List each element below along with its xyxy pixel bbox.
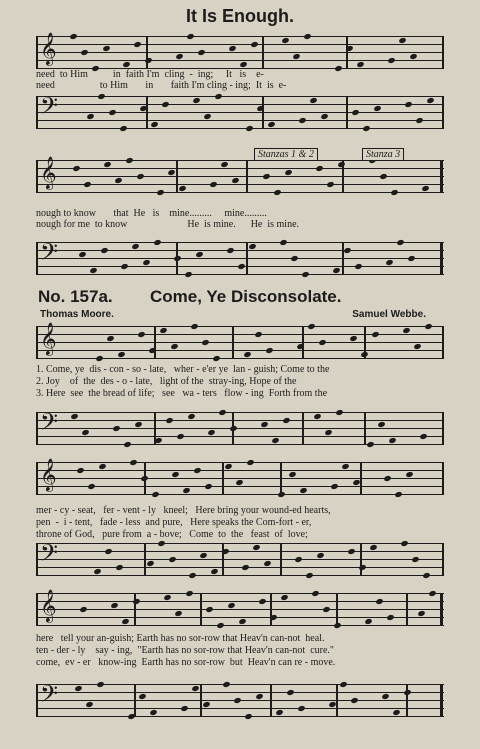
verse-line: 3. Here see the bread of life; see wa - ters flow - ing Forth from the (36, 388, 328, 399)
notehead (366, 441, 374, 448)
notehead (279, 239, 287, 246)
bass-clef-icon: 𝄢 (40, 410, 59, 441)
notehead (265, 347, 273, 354)
notehead (106, 335, 114, 342)
notehead (133, 41, 141, 48)
notehead (388, 437, 396, 444)
bass-clef-icon: 𝄢 (40, 541, 59, 572)
notehead (72, 165, 80, 172)
notehead (239, 61, 247, 68)
notehead (83, 181, 91, 188)
notehead (320, 113, 328, 120)
notehead (326, 181, 334, 188)
notehead (231, 177, 239, 184)
notehead (400, 540, 408, 547)
notehead (87, 483, 95, 490)
notehead (186, 33, 194, 40)
notehead (339, 681, 347, 688)
notehead (227, 602, 235, 609)
notehead (413, 343, 421, 350)
notehead (294, 556, 302, 563)
verse-line: here tell your an-guish; Earth has no sor-row that Heav'n can-not heal. (36, 633, 325, 644)
lyric-line: need to Him in faith I'm cling - ing; It is e- (36, 69, 264, 80)
notehead (203, 113, 211, 120)
notehead (151, 491, 159, 498)
notehead (364, 618, 372, 625)
verse-line: 1. Come, ye dis - con - so - late, wher - e'er ye lan - guish; Come to the (36, 364, 330, 375)
notehead (311, 590, 319, 597)
notehead (415, 117, 423, 124)
notehead (248, 243, 256, 250)
bass-clef-icon: 𝄢 (40, 94, 59, 125)
bass-clef-icon: 𝄢 (40, 682, 59, 713)
notehead (85, 701, 93, 708)
notehead (199, 552, 207, 559)
treble-clef-icon: 𝄞 (40, 34, 57, 65)
notehead (76, 467, 84, 474)
notehead (271, 437, 279, 444)
notehead (298, 117, 306, 124)
notehead (392, 709, 400, 716)
notehead (337, 161, 345, 168)
notehead (426, 97, 434, 104)
notehead (216, 622, 224, 629)
notehead (280, 594, 288, 601)
notehead (286, 689, 294, 696)
notehead (229, 425, 237, 432)
notehead (307, 323, 315, 330)
notehead (156, 189, 164, 196)
notehead (324, 429, 332, 436)
notehead (252, 544, 260, 551)
notehead (121, 618, 129, 625)
notehead (146, 560, 154, 567)
notehead (303, 33, 311, 40)
notehead (284, 169, 292, 176)
notehead (292, 53, 300, 60)
notehead (79, 606, 87, 613)
notehead (95, 355, 103, 362)
notehead (175, 53, 183, 60)
notehead (207, 429, 215, 436)
lyric-line: nough for me to know He is mine. He is mine. (36, 219, 300, 230)
notehead (165, 417, 173, 424)
notehead (187, 413, 195, 420)
staff-treble-1 (36, 36, 444, 70)
bass-clef-icon: 𝄢 (40, 240, 59, 271)
notehead (369, 544, 377, 551)
notehead (114, 177, 122, 184)
notehead (394, 491, 402, 498)
staff-bass-4 (36, 543, 444, 577)
notehead (103, 161, 111, 168)
lyric-line: nough to know that He is mine......... mine......... (36, 208, 267, 219)
notehead (228, 45, 236, 52)
notehead (360, 351, 368, 358)
notehead (379, 173, 387, 180)
notehead (387, 57, 395, 64)
notehead (396, 239, 404, 246)
hymn-title-top: It Is Enough. (186, 6, 294, 26)
notehead (96, 681, 104, 688)
treble-clef-icon: 𝄞 (40, 591, 57, 622)
notehead (407, 255, 415, 262)
hymn-number: No. 157a. (38, 287, 113, 306)
notehead (385, 259, 393, 266)
notehead (301, 271, 309, 278)
notehead (238, 618, 246, 625)
notehead (129, 459, 137, 466)
verse-line: pen - i - tent, fade - less and pure, Here speaks the Com-fort - er, (36, 517, 312, 528)
notehead (125, 157, 133, 164)
staff-treble-3 (36, 326, 444, 360)
notehead (93, 568, 101, 575)
notehead (184, 271, 192, 278)
notehead (332, 267, 340, 274)
notehead (411, 556, 419, 563)
author-credit: Thomas Moore. (40, 309, 114, 320)
notehead (218, 409, 226, 416)
notehead (316, 552, 324, 559)
notehead (81, 429, 89, 436)
notehead (201, 339, 209, 346)
notehead (98, 463, 106, 470)
notehead (144, 57, 152, 64)
notehead (246, 459, 254, 466)
notehead (142, 259, 150, 266)
notehead (108, 109, 116, 116)
notehead (269, 614, 277, 621)
notehead (127, 713, 135, 720)
staff-bass-1 (36, 96, 444, 130)
notehead (341, 463, 349, 470)
notehead (309, 97, 317, 104)
notehead (204, 483, 212, 490)
notehead (383, 475, 391, 482)
verse-line: throne of God, pure from a - bove; Come to the feast of love; (36, 529, 308, 540)
notehead (347, 548, 355, 555)
notehead (210, 568, 218, 575)
notehead (178, 185, 186, 192)
notehead (112, 425, 120, 432)
notehead (74, 685, 82, 692)
notehead (233, 697, 241, 704)
notehead (273, 189, 281, 196)
notehead (377, 421, 385, 428)
notehead (102, 45, 110, 52)
notehead (419, 433, 427, 440)
staff-treble-2 (36, 160, 444, 194)
notehead (100, 247, 108, 254)
notehead (221, 548, 229, 555)
staff-bass-3 (36, 412, 444, 446)
notehead (123, 441, 131, 448)
notehead (149, 709, 157, 716)
notehead (313, 413, 321, 420)
notehead (277, 491, 285, 498)
verse-line: come, ev - er know-ing Earth has no sor-row but Heav'n can re - move. (36, 657, 336, 668)
notehead (345, 45, 353, 52)
notehead (405, 471, 413, 478)
notehead (386, 614, 394, 621)
notehead (122, 61, 130, 68)
notehead (241, 564, 249, 571)
notehead (163, 594, 171, 601)
notehead (267, 121, 275, 128)
notehead (258, 598, 266, 605)
notehead (212, 355, 220, 362)
notehead (402, 327, 410, 334)
notehead (195, 251, 203, 258)
notehead (275, 709, 283, 716)
notehead (174, 610, 182, 617)
notehead (255, 693, 263, 700)
notehead (350, 697, 358, 704)
notehead (192, 97, 200, 104)
treble-clef-icon: 𝄞 (40, 460, 57, 491)
notehead (358, 564, 366, 571)
notehead (134, 421, 142, 428)
staff-treble-5 (36, 593, 444, 627)
notehead (333, 622, 341, 629)
notehead (409, 53, 417, 60)
notehead (110, 602, 118, 609)
staff-bass-5 (36, 684, 444, 718)
notehead (140, 475, 148, 482)
notehead (371, 331, 379, 338)
notehead (86, 113, 94, 120)
lyric-line: need to Him in faith I'm cling - ing; It is e- (36, 80, 287, 91)
notehead (381, 693, 389, 700)
notehead (197, 49, 205, 56)
notehead (299, 487, 307, 494)
notehead (297, 705, 305, 712)
verse-line: mer - cy - seat, fer - vent - ly kneel; Here bring your wound-ed hearts, (36, 505, 331, 516)
notehead (153, 239, 161, 246)
stanza-label: Stanzas 1 & 2 (254, 148, 318, 161)
notehead (390, 189, 398, 196)
notehead (237, 263, 245, 270)
notehead (263, 560, 271, 567)
notehead (176, 433, 184, 440)
hymn-title: Come, Ye Disconsolate. (150, 287, 342, 306)
notehead (222, 681, 230, 688)
notehead (422, 572, 430, 579)
notehead (182, 487, 190, 494)
notehead (137, 331, 145, 338)
notehead (335, 409, 343, 416)
verse-line: 2. Joy of the des - o - late, light of the stray-ing, Hope of the (36, 376, 297, 387)
stanza-label: Stanza 3 (362, 148, 404, 161)
verse-line: ten - der - ly say - ing, "Earth has no sor-row that Heav'n can-not cure." (36, 645, 335, 656)
notehead (315, 165, 323, 172)
notehead (305, 572, 313, 579)
notehead (375, 598, 383, 605)
notehead (226, 247, 234, 254)
notehead (214, 93, 222, 100)
notehead (191, 685, 199, 692)
treble-clef-icon: 𝄞 (40, 324, 57, 355)
notehead (120, 263, 128, 270)
notehead (404, 101, 412, 108)
notehead (136, 173, 144, 180)
notehead (193, 467, 201, 474)
notehead (117, 351, 125, 358)
notehead (243, 351, 251, 358)
treble-clef-icon: 𝄞 (40, 158, 57, 189)
notehead (97, 93, 105, 100)
notehead (185, 590, 193, 597)
notehead (157, 540, 165, 547)
notehead (150, 121, 158, 128)
notehead (343, 247, 351, 254)
notehead (205, 606, 213, 613)
notehead (245, 125, 253, 132)
notehead (373, 105, 381, 112)
notehead (421, 185, 429, 192)
notehead (254, 331, 262, 338)
notehead (104, 548, 112, 555)
notehead (167, 169, 175, 176)
notehead (202, 701, 210, 708)
notehead (349, 335, 357, 342)
notehead (281, 37, 289, 44)
notehead (330, 483, 338, 490)
notehead (115, 564, 123, 571)
notehead (159, 327, 167, 334)
notehead (288, 471, 296, 478)
notehead (322, 606, 330, 613)
notehead (138, 693, 146, 700)
notehead (351, 109, 359, 116)
notehead (70, 413, 78, 420)
notehead (398, 37, 406, 44)
notehead (161, 101, 169, 108)
notehead (428, 590, 436, 597)
notehead (173, 255, 181, 262)
staff-treble-4 (36, 462, 444, 496)
notehead (180, 705, 188, 712)
notehead (69, 33, 77, 40)
notehead (250, 41, 258, 48)
notehead (80, 49, 88, 56)
notehead (171, 471, 179, 478)
notehead (168, 556, 176, 563)
notehead (89, 267, 97, 274)
notehead (132, 598, 140, 605)
notehead (220, 161, 228, 168)
notehead (190, 323, 198, 330)
notehead (154, 437, 162, 444)
notehead (356, 61, 364, 68)
notehead (170, 343, 178, 350)
notehead (119, 125, 127, 132)
notehead (262, 173, 270, 180)
notehead (282, 417, 290, 424)
notehead (209, 181, 217, 188)
notehead (354, 263, 362, 270)
notehead (403, 689, 411, 696)
composer-credit: Samuel Webbe. (352, 309, 426, 320)
notehead (244, 713, 252, 720)
notehead (78, 251, 86, 258)
notehead (362, 125, 370, 132)
notehead (318, 339, 326, 346)
notehead (424, 323, 432, 330)
notehead (188, 572, 196, 579)
notehead (131, 243, 139, 250)
notehead (235, 479, 243, 486)
notehead (260, 421, 268, 428)
notehead (224, 463, 232, 470)
notehead (290, 255, 298, 262)
notehead (417, 610, 425, 617)
staff-bass-2 (36, 242, 444, 276)
